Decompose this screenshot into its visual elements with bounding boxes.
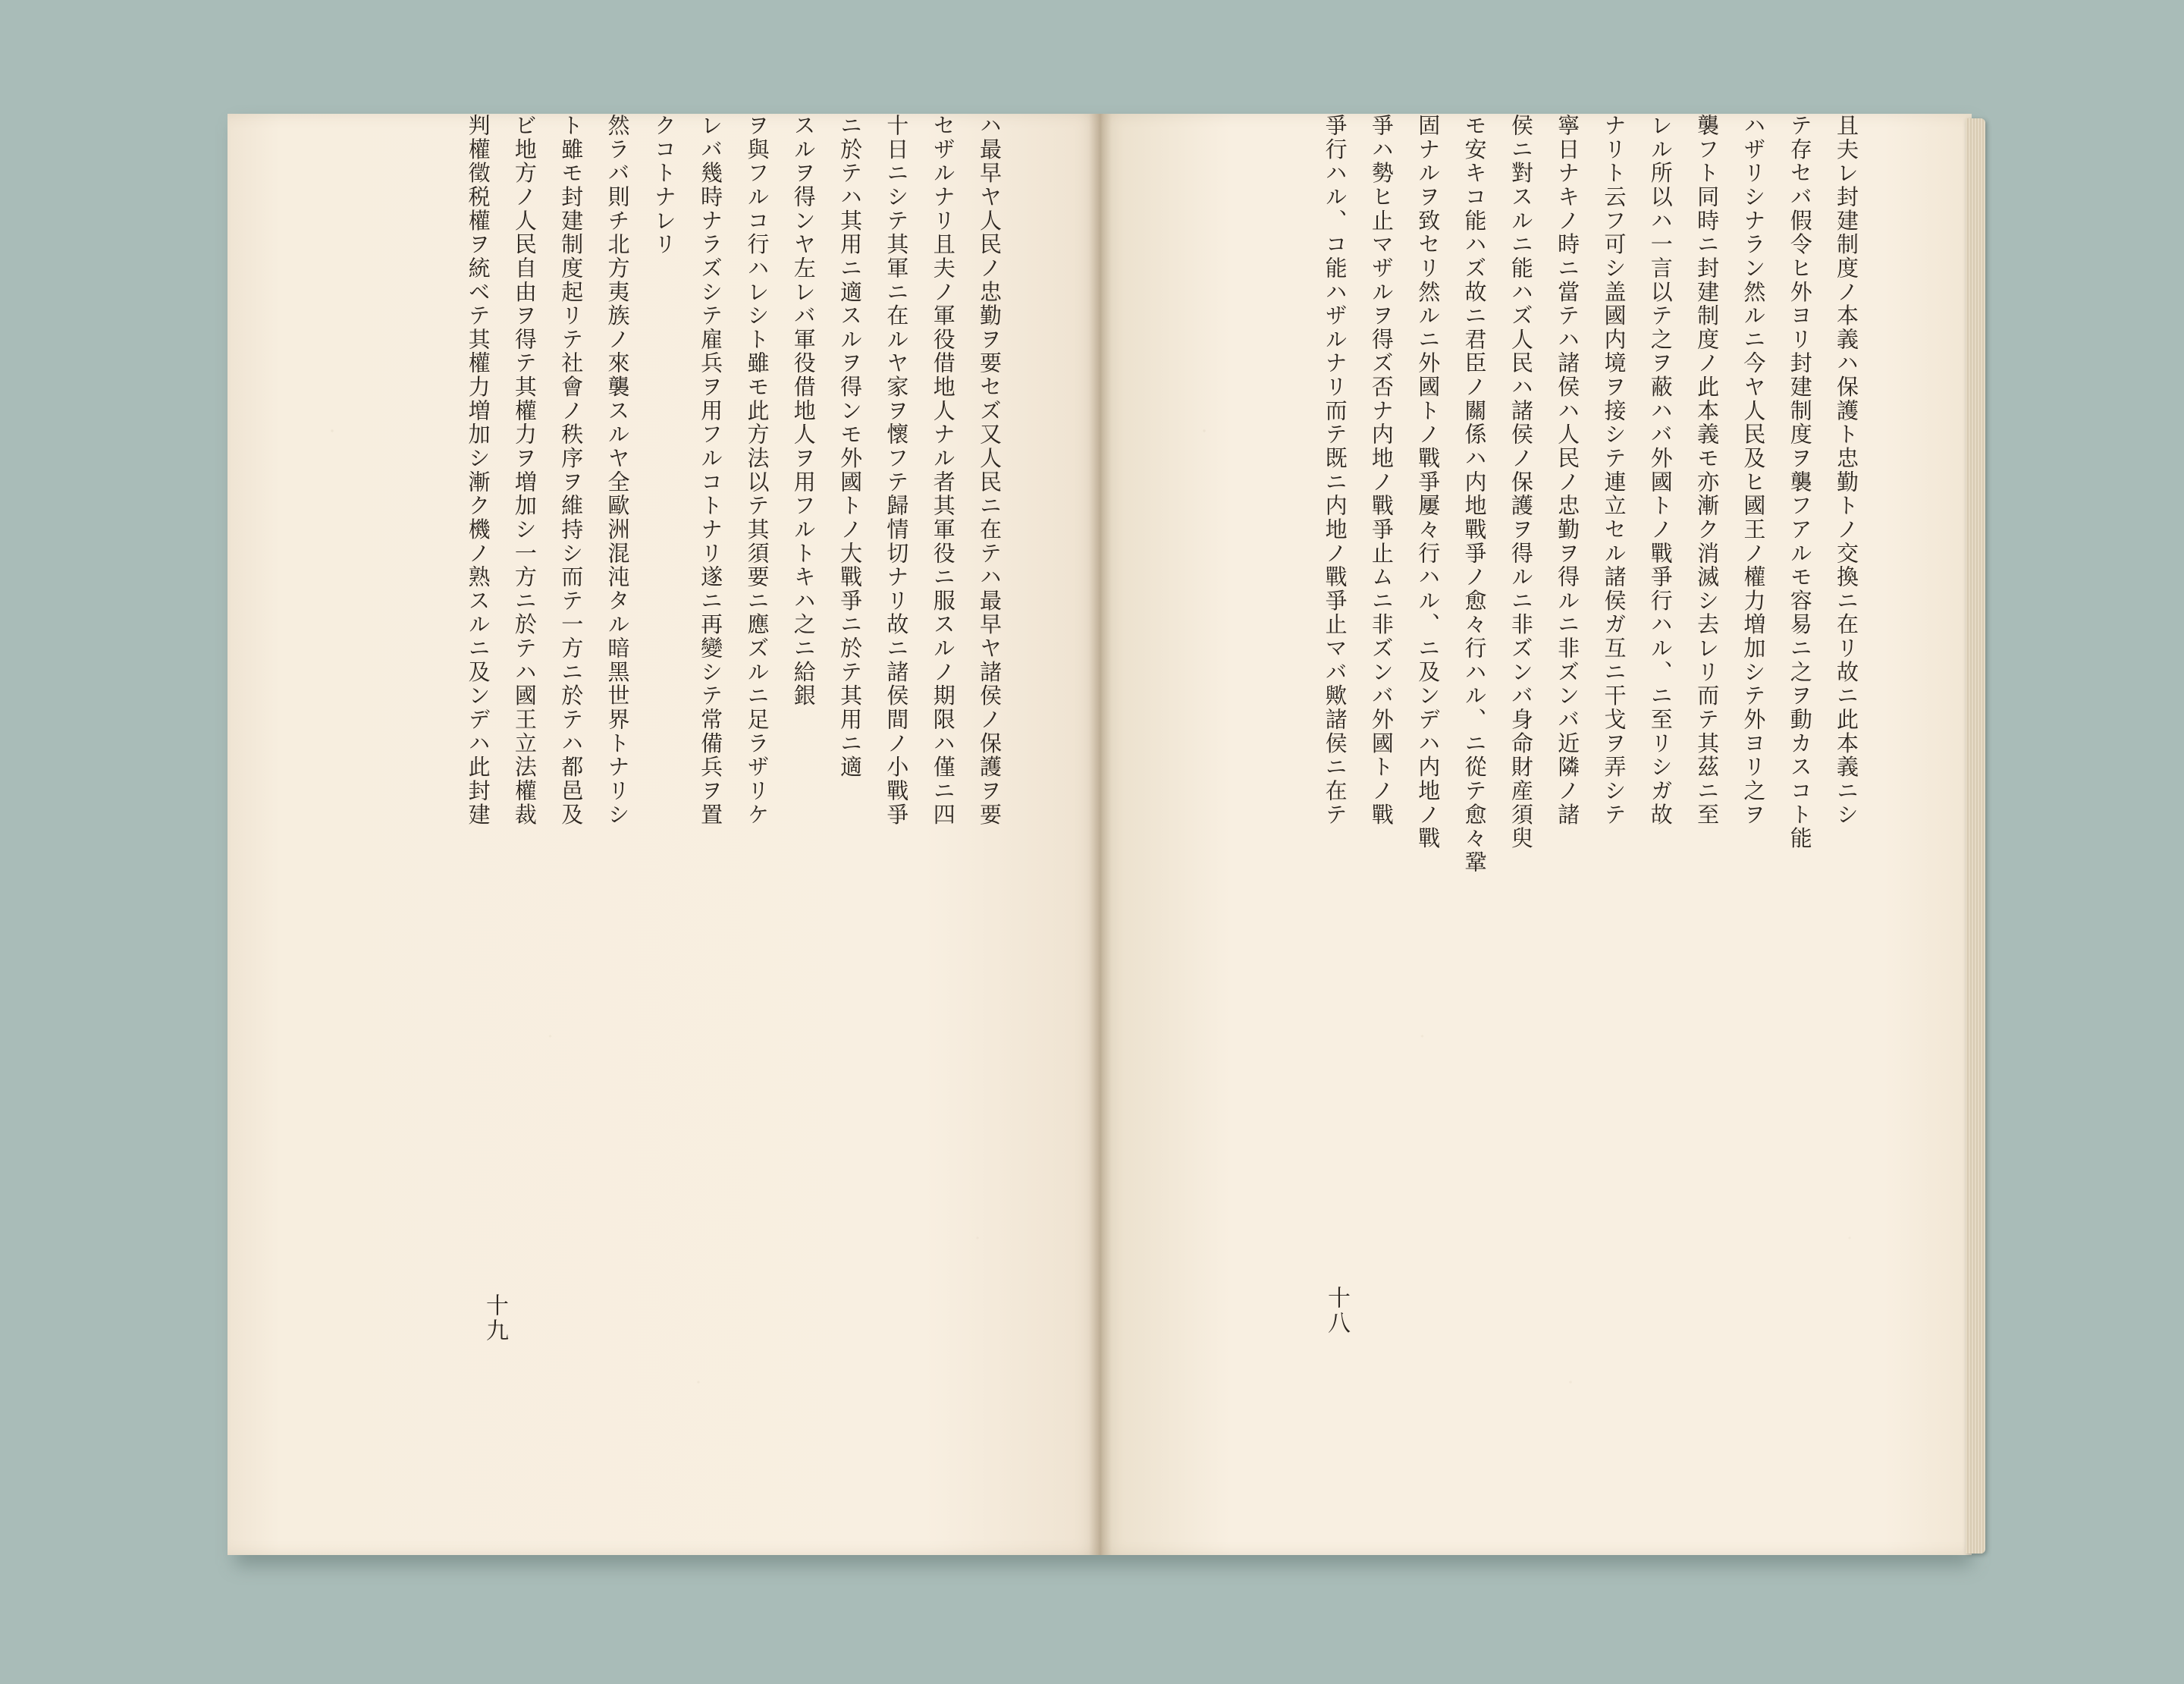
- page-fore-edge: [1966, 118, 1985, 1554]
- text-column: モ安キコ能ハズ故ニ君臣ノ關係ハ内地戰爭ノ愈々行ハル、ニ從テ愈々鞏: [1461, 114, 1488, 875]
- text-column: 侯ニ對スルニ能ハズ人民ハ諸侯ノ保護ヲ得ルニ非ズンバ身命財産須臾: [1508, 114, 1534, 850]
- text-column: テ存セバ假令ヒ外ヨリ封建制度ヲ襲フアルモ容易ニ之ヲ動カスコト能: [1787, 114, 1813, 850]
- folio-left: 十九: [482, 1293, 508, 1343]
- text-column: ナリト云フ可シ盖國内境ヲ接シテ連立セル諸侯ガ互ニ干戈ヲ弄シテ: [1601, 114, 1627, 827]
- text-column: ハ最早ヤ人民ノ忠勤ヲ要セズ又人民ニ在テハ最早ヤ諸侯ノ保護ヲ要: [977, 114, 1003, 827]
- text-column: 寧日ナキノ時ニ當テハ諸侯ハ人民ノ忠勤ヲ得ルニ非ズンバ近隣ノ諸: [1555, 114, 1581, 827]
- text-column: レル所以ハ一言以テ之ヲ蔽ハバ外國トノ戰爭行ハル、ニ至リシガ故: [1647, 114, 1674, 827]
- text-column: クコトナレリ: [651, 114, 677, 256]
- text-column: レバ幾時ナラズシテ雇兵ヲ用フルコトナリ遂ニ再變シテ常備兵ヲ置: [698, 114, 724, 827]
- text-column: 爭行ハル、コ能ハザルナリ而テ既ニ内地ノ戰爭止マバ歟諸侯ニ在テ: [1322, 114, 1348, 827]
- text-column: ビ地方ノ人民自由ヲ得テ其權力ヲ増加シ一方ニ於テハ國王立法權裁: [511, 114, 538, 827]
- folio-right: 十八: [1323, 1286, 1350, 1336]
- text-column: 然ラバ則チ北方夷族ノ來襲スルヤ全歐洲混沌タル暗黑世界トナリシ: [604, 114, 631, 827]
- text-column: 爭ハ勢ヒ止マザルヲ得ズ否ナ内地ノ戰爭止ムニ非ズンバ外國トノ戰: [1368, 114, 1395, 827]
- text-column: 十日ニシテ其軍ニ在ルヤ家ヲ懷フテ歸情切ナリ故ニ諸侯間ノ小戰爭: [883, 114, 910, 827]
- text-column: ヲ與フルコ行ハレシト雖モ此方法以テ其須要ニ應ズルニ足ラザリケ: [744, 114, 770, 827]
- text-column: セザルナリ且夫ノ軍役借地人ナル者其軍役ニ服スルノ期限ハ僅ニ四: [930, 114, 956, 827]
- text-column: ニ於テハ其用ニ適スルヲ得ンモ外國トノ大戰爭ニ於テ其用ニ適: [837, 114, 864, 779]
- text-column: ト雖モ封建制度起リテ社會ノ秩序ヲ維持シ而テ一方ニ於テハ都邑及: [558, 114, 585, 827]
- text-column: 且夫レ封建制度ノ本義ハ保護ト忠勤トノ交換ニ在リ故ニ此本義ニシ: [1834, 114, 1859, 827]
- text-column: 襲フト同時ニ封建制度ノ此本義モ亦漸ク消滅シ去レリ而テ其茲ニ至: [1694, 114, 1721, 827]
- text-column: スルヲ得ンヤ左レバ軍役借地人ヲ用フルトキハ之ニ給銀: [790, 114, 817, 708]
- open-book: [228, 114, 1972, 1570]
- text-column: 判權徵税權ヲ統ベテ其權力増加シ漸ク機ノ熟スルニ及ンデハ此封建: [465, 114, 491, 827]
- text-column: 固ナルヲ致セリ然ルニ外國トノ戰爭屢々行ハル、ニ及ンデハ内地ノ戰: [1415, 114, 1442, 850]
- text-block-right: [1198, 114, 1858, 1161]
- text-column: ハザリシナラン然ルニ今ヤ人民及ヒ國王ノ權力増加シテ外ヨリ之ヲ: [1740, 114, 1767, 827]
- text-block-left: [341, 114, 1001, 1161]
